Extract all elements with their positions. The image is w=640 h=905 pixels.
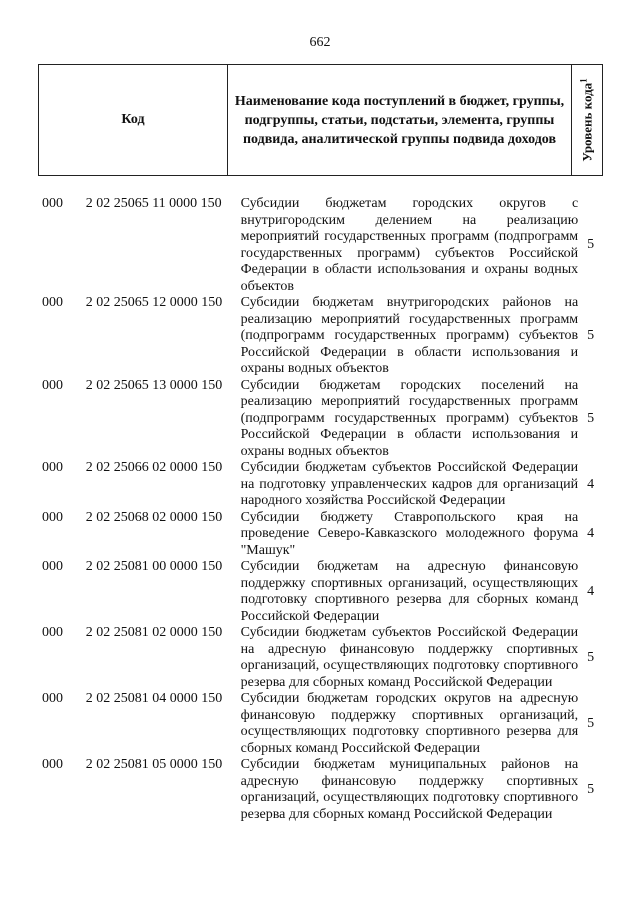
table-row [38, 559, 603, 625]
row-description: Субсидии бюджетам городских округов на адресную финансовую поддержку спортивных организаций, осуществляющих подготовку спортивного резерва для сборных команд Российской Федерации [240, 691, 579, 756]
row-level: 5 [587, 328, 595, 343]
row-description: Субсидии бюджетам городских округов с внутригородским делением на реализацию мероприятий государственных программ (подпрограмм государственных программ) субъектов Российской Федерации в области использования и охраны водных объектов [240, 196, 579, 294]
table-row [38, 757, 603, 823]
table-row [38, 196, 603, 295]
row-code: 2 02 25066 02 0000 150 [85, 460, 223, 475]
row-description: Субсидии бюджету Ставропольского края на проведение Северо-Кавказского молодежного форума "Машук" [240, 509, 579, 558]
row-prefix: 000 [42, 460, 63, 475]
row-prefix: 000 [42, 691, 63, 706]
table-row [38, 378, 603, 461]
row-level: 4 [587, 583, 595, 599]
header-code: Код [39, 65, 228, 175]
header-level-label: Уровень кода [579, 82, 595, 162]
row-code: 2 02 25065 12 0000 150 [85, 295, 223, 310]
row-code: 2 02 25081 04 0000 150 [85, 691, 223, 706]
row-code: 2 02 25068 02 0000 150 [85, 509, 223, 525]
header-level [572, 65, 602, 175]
row-level: 5 [587, 649, 595, 665]
row-level: 4 [587, 476, 595, 492]
row-code: 2 02 25081 05 0000 150 [85, 757, 223, 772]
table-row [38, 460, 603, 510]
row-code: 2 02 25081 02 0000 150 [85, 625, 223, 640]
row-description: Субсидии бюджетам муниципальных районов на адресную финансовую поддержку спортивных организаций, осуществляющих подготовку спортивного резерва для сборных команд Российской Федерации [240, 757, 579, 822]
row-description: Субсидии бюджетам на адресную финансовую поддержку спортивных организаций, осуществляющих подготовку спортивного резерва для сборных команд Российской Федерации [240, 559, 579, 624]
row-prefix: 000 [42, 757, 63, 772]
row-prefix: 000 [42, 509, 63, 525]
table-row [38, 510, 603, 560]
table-header [38, 64, 603, 176]
row-level: 5 [587, 715, 595, 731]
table-row [38, 295, 603, 378]
page-number: 662 [309, 35, 331, 50]
table-row [38, 625, 603, 691]
row-level: 5 [587, 410, 595, 426]
row-prefix: 000 [42, 196, 63, 211]
row-code: 2 02 25081 00 0000 150 [85, 559, 223, 574]
row-description: Субсидии бюджетам субъектов Российской Федерации на адресную финансовую поддержку спортивных организаций, осуществляющих подготовку спортивного резерва для сборных команд Российской Федерации [240, 625, 579, 690]
row-level: 5 [587, 781, 595, 797]
row-prefix: 000 [42, 295, 63, 310]
table-body [38, 196, 603, 823]
header-level-text [578, 78, 595, 161]
row-level: 5 [587, 237, 595, 253]
row-code: 2 02 25065 13 0000 150 [85, 377, 223, 393]
row-code: 2 02 25065 11 0000 150 [85, 196, 222, 211]
row-description: Субсидии бюджетам внутригородских районов на реализацию мероприятий государственных программ (подпрограмм государственных программ) субъектов Российской Федерации в области использования и охраны водных объектов [240, 295, 579, 376]
row-prefix: 000 [42, 625, 63, 640]
row-description: Субсидии бюджетам городских поселений на реализацию мероприятий государственных программ (подпрограмм государственных программ) субъектов Российской Федерации в области использования и охраны водных объектов [240, 377, 579, 459]
header-name: Наименование кода поступлений в бюджет, группы, подгруппы, статьи, подстатьи, элемента, группы подвида, аналитической группы подвида доходов [228, 65, 572, 175]
row-prefix: 000 [42, 559, 63, 574]
row-prefix: 000 [42, 377, 63, 393]
row-description: Субсидии бюджетам субъектов Российской Федерации на подготовку управленческих кадров для организаций народного хозяйства Российской Федерации [240, 460, 579, 508]
row-level: 4 [587, 526, 595, 541]
header-level-footnote: 1 [578, 78, 589, 83]
table-row [38, 691, 603, 757]
